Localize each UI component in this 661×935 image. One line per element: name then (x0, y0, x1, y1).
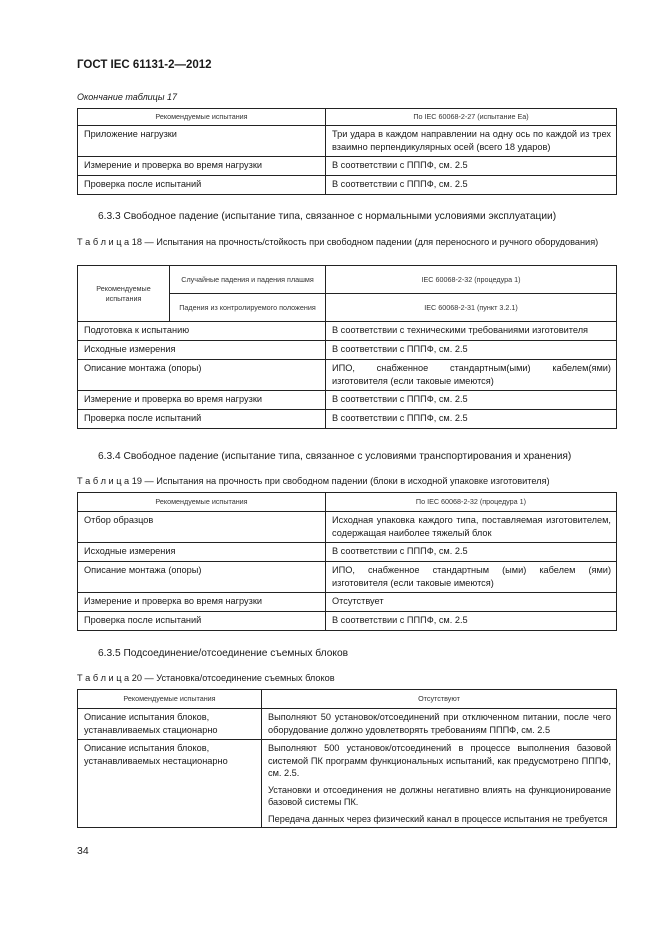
table-row (78, 322, 617, 341)
table-cell: Исходная упаковка каждого типа, поставляемая изготовителем, содержащая наиболее тяжелый блок (326, 512, 617, 543)
caption-text: 20 — Установка/отсоединение съемных блоков (131, 673, 335, 683)
table-header-cell: Падения из контролируемого положения (170, 294, 326, 322)
table-row (78, 391, 617, 410)
table-row (78, 126, 617, 157)
section-heading-6-3-5: 6.3.5 Подсоединение/отсоединение съемных блоков (98, 648, 349, 659)
document-id: ГОСТ IEC 61131-2—2012 (77, 59, 212, 71)
table-row (78, 176, 617, 195)
table-17-caption: Окончание таблицы 17 (77, 92, 177, 102)
table-header-cell: IEC 60068-2-32 (процедура 1) (326, 266, 617, 294)
table-header-cell: Рекомендуемые испытания (78, 109, 326, 126)
table-cell: Проверка после испытаний (78, 410, 326, 429)
table-cell: Три удара в каждом направлении на одну ось по каждой из трех взаимно перпендикулярных осей (всего 18 ударов) (326, 126, 617, 157)
table-header-cell: По IEC 60068-2-32 (процедура 1) (326, 493, 617, 512)
table-header-cell: Рекомендуемые испытания (78, 493, 326, 512)
table-19-caption (77, 476, 617, 486)
table-cell: Описание монтажа (опоры) (78, 562, 326, 593)
table-cell: В соответствии с ПППФ, см. 2.5 (326, 410, 617, 429)
table-cell: В соответствии с ПППФ, см. 2.5 (326, 391, 617, 410)
section-heading-6-3-3: 6.3.3 Свободное падение (испытание типа, связанное с нормальными условиями эксплуатации) (98, 211, 557, 222)
table-cell: Отсутствует (326, 593, 617, 612)
table-cell: Исходные измерения (78, 341, 326, 360)
table-header-row (78, 266, 617, 294)
table-cell: В соответствии с ПППФ, см. 2.5 (326, 543, 617, 562)
table-cell: ИПО, снабженное стандартным(ыми) кабелем(ями) изготовителя (если таковые имеются) (326, 360, 617, 391)
table-20 (77, 689, 617, 828)
paragraph: Установки и отсоединения не должны негативно влиять на функционирование базовой системы ПК. (268, 784, 611, 807)
table-cell: В соответствии с ПППФ, см. 2.5 (326, 176, 617, 195)
page-number: 34 (77, 845, 89, 857)
table-cell: Выполняют 50 установок/отсоединений при отключенном питании, после чего оборудование должно удовлетворять требованиям ПППФ, см. 2.5 (262, 709, 617, 740)
table-20-caption (77, 673, 617, 683)
caption-label: Т а б л и ц а (77, 476, 130, 486)
table-cell: Измерение и проверка во время нагрузки (78, 391, 326, 410)
table-row (78, 562, 617, 593)
table-cell (262, 740, 617, 828)
table-row (78, 410, 617, 429)
table-cell: Описание испытания блоков, устанавливаемых нестационарно (78, 740, 262, 828)
table-19 (77, 492, 617, 631)
table-cell: Отбор образцов (78, 512, 326, 543)
table-cell: Проверка после испытаний (78, 176, 326, 195)
table-row (78, 612, 617, 631)
table-row (78, 543, 617, 562)
caption-label: Т а б л и ц а (77, 673, 130, 683)
table-header-row (78, 493, 617, 512)
table-cell: Исходные измерения (78, 543, 326, 562)
table-row (78, 341, 617, 360)
table-cell: Приложение нагрузки (78, 126, 326, 157)
table-cell: В соответствии с техническими требованиями изготовителя (326, 322, 617, 341)
table-header-cell: Случайные падения и падения плашмя (170, 266, 326, 294)
table-row (78, 593, 617, 612)
table-cell: Подготовка к испытанию (78, 322, 326, 341)
table-row (78, 157, 617, 176)
table-cell: В соответствии с ПППФ, см. 2.5 (326, 157, 617, 176)
caption-text: 19 — Испытания на прочность при свободном падении (блоки в исходной упаковке изготовителя) (131, 476, 550, 486)
table-18 (77, 265, 617, 429)
table-17 (77, 108, 617, 195)
table-row (78, 512, 617, 543)
section-heading-6-3-4: 6.3.4 Свободное падение (испытание типа, связанное с условиями транспортирования и хранения) (98, 451, 572, 462)
table-header-cell: IEC 60068-2-31 (пункт 3.2.1) (326, 294, 617, 322)
caption-text: 18 — Испытания на прочность/стойкость при свободном падении (для переносного и ручного оборудования) (131, 237, 599, 247)
table-cell: Описание испытания блоков, устанавливаемых стационарно (78, 709, 262, 740)
table-18-caption (77, 236, 617, 248)
table-cell: Проверка после испытаний (78, 612, 326, 631)
table-header-cell: Рекомендуемые испытания (78, 690, 262, 709)
table-header-row (78, 690, 617, 709)
table-cell: В соответствии с ПППФ, см. 2.5 (326, 341, 617, 360)
paragraph: Выполняют 500 установок/отсоединений в процессе выполнения базовой системой ПК программ функциональных испытаний, как предусмотрено ПППФ, см. 2.5. (268, 743, 611, 778)
paragraph: Передача данных через физический канал в процессе испытания не требуется (268, 813, 608, 824)
caption-label: Т а б л и ц а (77, 237, 130, 247)
table-cell: В соответствии с ПППФ, см. 2.5 (326, 612, 617, 631)
table-row (78, 740, 617, 828)
table-row (78, 709, 617, 740)
table-cell: Описание монтажа (опоры) (78, 360, 326, 391)
table-header-cell: Отсутствуют (262, 690, 617, 709)
table-header-cell: Рекомендуемые испытания (78, 266, 170, 322)
table-cell: Измерение и проверка во время нагрузки (78, 593, 326, 612)
table-row (78, 360, 617, 391)
table-header-cell: По IEC 60068-2-27 (испытание Ea) (326, 109, 617, 126)
table-cell: Измерение и проверка во время нагрузки (78, 157, 326, 176)
table-header-row (78, 109, 617, 126)
table-cell: ИПО, снабженное стандартным (ыми) кабелем (ями) изготовителя (если таковые имеются) (326, 562, 617, 593)
